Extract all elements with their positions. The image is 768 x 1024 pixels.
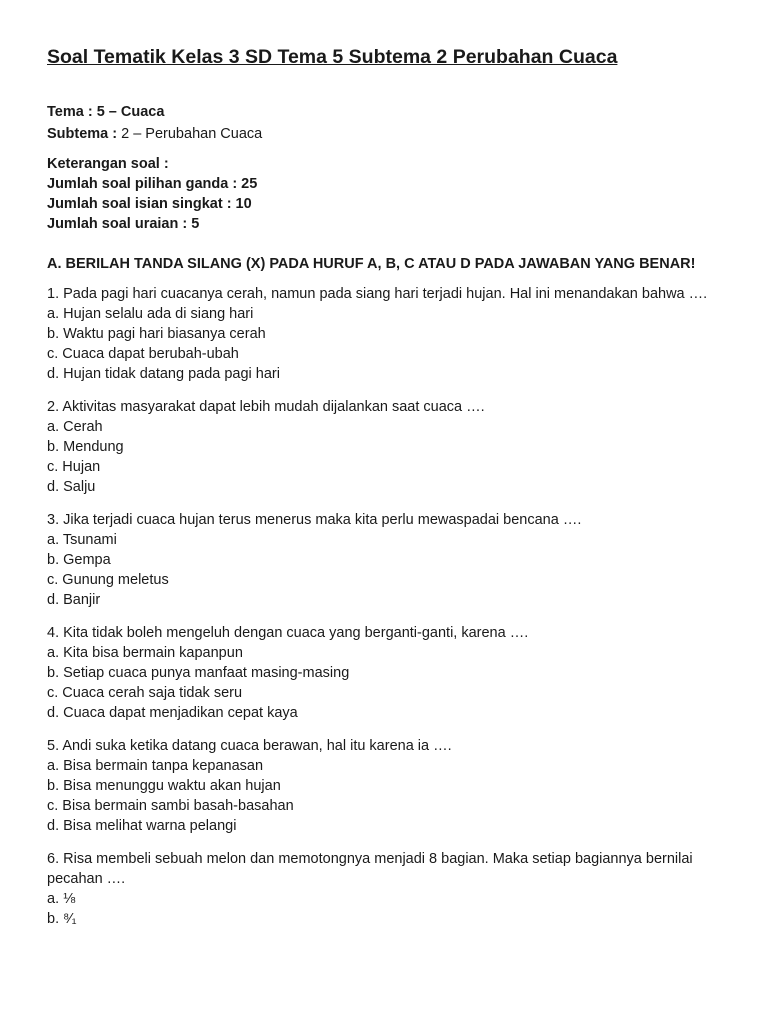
question-text: 5. Andi suka ketika datang cuaca berawan, hal itu karena ia …. <box>47 738 452 754</box>
option-a: a. Bisa bermain tanpa kepanasan <box>47 758 264 774</box>
question-5 <box>47 736 727 836</box>
tema-value: 5 – Cuaca <box>92 104 165 120</box>
question-text: 4. Kita tidak boleh mengeluh dengan cuaca yang berganti-ganti, karena …. <box>47 625 529 641</box>
option-d: d. Bisa melihat warna pelangi <box>47 818 237 834</box>
option-a: a. Cerah <box>47 419 103 435</box>
option-a: a. ⅛ <box>47 891 76 907</box>
keterangan-label: Keterangan soal : <box>47 156 169 172</box>
question-text: 6. Risa membeli sebuah melon dan memotongnya menjadi 8 bagian. Maka setiap bagiannya bernilai pecahan …. <box>47 851 693 887</box>
question-2 <box>47 397 727 497</box>
document-page <box>47 44 727 942</box>
question-6 <box>47 849 727 929</box>
subtema-value: 2 – Perubahan Cuaca <box>117 126 263 142</box>
question-text: 1. Pada pagi hari cuacanya cerah, namun pada siang hari terjadi hujan. Hal ini menandakan bahwa …. <box>47 286 708 302</box>
option-d: d. Cuaca dapat menjadikan cepat kaya <box>47 705 298 721</box>
option-d: d. Salju <box>47 479 96 495</box>
question-1 <box>47 284 727 384</box>
tema-line <box>47 101 727 123</box>
option-b: b. Gempa <box>47 552 111 568</box>
option-a: a. Tsunami <box>47 532 117 548</box>
option-b: b. ⁸⁄₁ <box>47 911 77 927</box>
uraian-count: Jumlah soal uraian : 5 <box>47 216 200 232</box>
option-c: c. Bisa bermain sambi basah-basahan <box>47 798 294 814</box>
option-b: b. Mendung <box>47 439 124 455</box>
option-b: b. Bisa menunggu waktu akan hujan <box>47 778 281 794</box>
subtema-label: Subtema : <box>47 126 118 142</box>
isian-singkat-count: Jumlah soal isian singkat : 10 <box>47 196 252 212</box>
option-c: c. Cuaca dapat berubah-ubah <box>47 346 239 362</box>
meta-block <box>47 101 727 145</box>
option-a: a. Hujan selalu ada di siang hari <box>47 306 254 322</box>
option-c: c. Cuaca cerah saja tidak seru <box>47 685 243 701</box>
page-title: Soal Tematik Kelas 3 SD Tema 5 Subtema 2 Perubahan Cuaca <box>47 46 618 68</box>
section-a-heading: A. BERILAH TANDA SILANG (X) PADA HURUF A, B, C ATAU D PADA JAWABAN YANG BENAR! <box>47 256 696 272</box>
option-c: c. Gunung meletus <box>47 572 169 588</box>
option-c: c. Hujan <box>47 459 101 475</box>
tema-label: Tema : <box>47 104 93 120</box>
info-block <box>47 154 727 234</box>
question-text: 3. Jika terjadi cuaca hujan terus menerus maka kita perlu mewaspadai bencana …. <box>47 512 582 528</box>
question-text: 2. Aktivitas masyarakat dapat lebih mudah dijalankan saat cuaca …. <box>47 399 485 415</box>
option-b: b. Setiap cuaca punya manfaat masing-masing <box>47 665 350 681</box>
option-a: a. Kita bisa bermain kapanpun <box>47 645 243 661</box>
option-d: d. Banjir <box>47 592 101 608</box>
option-b: b. Waktu pagi hari biasanya cerah <box>47 326 266 342</box>
option-d: d. Hujan tidak datang pada pagi hari <box>47 366 280 382</box>
subtema-line <box>47 123 727 145</box>
question-4 <box>47 623 727 723</box>
question-3 <box>47 510 727 610</box>
question-list <box>47 284 727 929</box>
pilihan-ganda-count: Jumlah soal pilihan ganda : 25 <box>47 176 258 192</box>
